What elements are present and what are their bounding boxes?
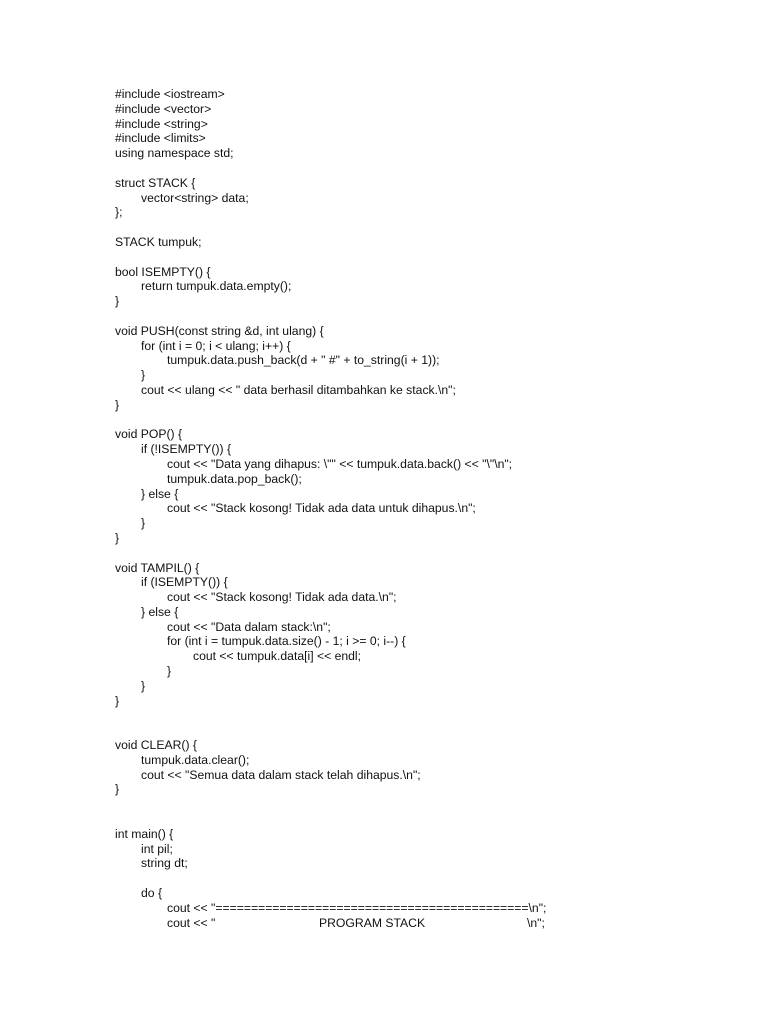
code-line: };: [115, 205, 123, 220]
code-line: }: [115, 294, 120, 309]
code-line: }: [115, 782, 120, 797]
code-line: } else {: [141, 486, 179, 501]
code-line: void POP() {: [115, 427, 183, 442]
blank-line: [115, 161, 735, 176]
code-line: cout << "Stack kosong! Tidak ada data untuk dihapus.\n";: [167, 501, 476, 516]
blank-line: [115, 708, 735, 723]
code-line: }: [115, 530, 120, 545]
code-listing: [115, 87, 735, 930]
code-line: #include <string>: [115, 116, 208, 131]
blank-line: [115, 871, 735, 886]
code-line: #include <vector>: [115, 101, 212, 116]
blank-line: [115, 723, 735, 738]
blank-line: [115, 250, 735, 265]
code-line: }: [141, 368, 146, 383]
code-line: cout << tumpuk.data[i] << endl;: [193, 649, 362, 664]
code-line: STACK tumpuk;: [115, 234, 202, 249]
code-line: if (!ISEMPTY()) {: [141, 442, 232, 457]
code-line: }: [115, 693, 120, 708]
code-line: cout << "Semua data dalam stack telah dihapus.\n";: [141, 767, 421, 782]
code-line: #include <limits>: [115, 131, 206, 146]
code-line: struct STACK {: [115, 175, 196, 190]
code-segment: PROGRAM STACK: [319, 915, 426, 930]
code-line: }: [141, 678, 146, 693]
code-segment: \n";: [527, 915, 545, 930]
code-line: void TAMPIL() {: [115, 560, 200, 575]
code-line: for (int i = tumpuk.data.size() - 1; i >= 0; i--) {: [167, 634, 406, 649]
code-line: [115, 916, 735, 931]
code-line: } else {: [141, 604, 179, 619]
code-line: for (int i = 0; i < ulang; i++) {: [141, 338, 291, 353]
code-line: do {: [141, 886, 163, 901]
code-line: return tumpuk.data.empty();: [141, 279, 292, 294]
code-line: int pil;: [141, 841, 173, 856]
code-line: if (ISEMPTY()) {: [141, 575, 228, 590]
code-line: cout << "Data dalam stack:\n";: [167, 619, 331, 634]
blank-line: [115, 413, 735, 428]
code-line: cout << "============================================\n";: [167, 900, 547, 915]
blank-line: [115, 812, 735, 827]
blank-line: [115, 220, 735, 235]
code-line: tumpuk.data.pop_back();: [167, 471, 302, 486]
code-line: #include <iostream>: [115, 87, 225, 101]
code-line: }: [167, 664, 172, 679]
blank-line: [115, 309, 735, 324]
code-line: cout << ulang << " data berhasil ditambahkan ke stack.\n";: [141, 382, 456, 397]
code-line: void CLEAR() {: [115, 738, 197, 753]
code-line: void PUSH(const string &d, int ulang) {: [115, 323, 324, 338]
code-line: tumpuk.data.clear();: [141, 752, 250, 767]
code-line: cout << "Stack kosong! Tidak ada data.\n";: [167, 590, 397, 605]
code-line: }: [141, 516, 146, 531]
blank-line: [115, 797, 735, 812]
code-line: cout << "Data yang dihapus: \"" << tumpuk.data.back() << "\"\n";: [167, 456, 513, 471]
code-line: string dt;: [141, 856, 188, 871]
code-line: bool ISEMPTY() {: [115, 264, 211, 279]
blank-line: [115, 546, 735, 561]
code-line: }: [115, 397, 120, 412]
code-line: vector<string> data;: [141, 190, 249, 205]
code-line: tumpuk.data.push_back(d + " #" + to_string(i + 1));: [167, 353, 440, 368]
code-line: using namespace std;: [115, 146, 234, 161]
code-line: int main() {: [115, 826, 174, 841]
code-segment: cout << ": [167, 915, 216, 930]
